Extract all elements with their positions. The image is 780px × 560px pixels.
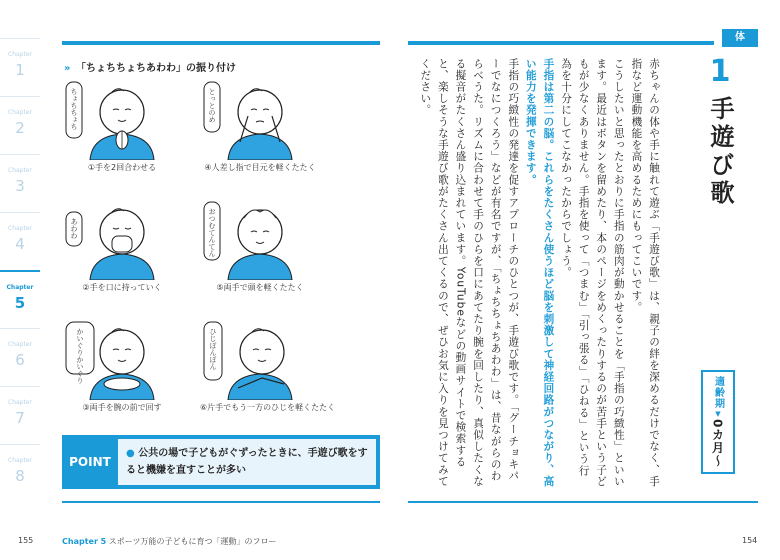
chapter-tab-4[interactable] xyxy=(0,212,40,270)
body-paragraph: 赤ちゃんの体や手に触れて遊ぶ「手遊び歌」は、親子の絆を深めるだけでなく、手指など運動機能を高めるためにもってこいです。 xyxy=(630,58,660,488)
bubble-text: あわわ xyxy=(70,218,78,239)
chapter-number: 4 xyxy=(15,235,25,253)
bottom-rule-right xyxy=(408,501,758,503)
chapter-label: Chapter xyxy=(6,284,34,291)
highlight-text: 手指は第二の脳。これらをたくさん使うほど脳を刺激して神経回路がつながり、高い能力を発揮できます。 xyxy=(524,58,555,488)
baby-illustration-1 xyxy=(62,78,182,160)
chapter-label: Chapter xyxy=(8,51,32,58)
bubble-text: かいぐりかいぐり xyxy=(76,328,84,384)
figure-1 xyxy=(62,78,182,173)
bullet-icon: ● xyxy=(126,448,135,459)
top-rule-left xyxy=(62,41,380,45)
bubble-text: とっとのめ xyxy=(208,88,216,123)
chapter-label: Chapter xyxy=(8,225,32,232)
chapter-number: 3 xyxy=(15,177,25,195)
point-text: 公共の場で子どもがぐずったときに、手遊び歌をすると機嫌を直すことが多い xyxy=(126,448,368,476)
figure-3 xyxy=(62,318,182,413)
item-number: 1 xyxy=(709,54,731,89)
figure-caption: ①手を2回合わせる xyxy=(87,163,157,172)
footer-chapter-title: スポーツ万能の子どもに育つ「運動」のフロー xyxy=(108,537,277,546)
figure-5 xyxy=(200,198,320,293)
chapter-number: 6 xyxy=(15,351,25,369)
chapter-number: 1 xyxy=(15,61,25,79)
body-text xyxy=(419,58,662,488)
chapter-label: Chapter xyxy=(8,399,32,406)
page-title: 手遊び歌 xyxy=(706,96,734,208)
figure-caption: ②手を口に持っていく xyxy=(82,283,162,292)
section-title: 「ちょちちょちあわわ」の振り付け xyxy=(75,63,236,74)
figure-caption: ④人差し指で目元を軽くたたく xyxy=(204,163,316,172)
chapter-number: 2 xyxy=(15,119,25,137)
chapter-sidebar xyxy=(0,38,40,502)
figure-caption: ⑥片手でもう一方のひじを軽くたたく xyxy=(200,403,336,412)
age-label: 適齢期 xyxy=(712,376,724,409)
point-box xyxy=(62,435,380,489)
chapter-label: Chapter xyxy=(8,457,32,464)
top-rule-right xyxy=(408,41,714,45)
figure-caption: ③両手を腕の前で回す xyxy=(82,403,162,412)
chapter-number: 5 xyxy=(14,294,26,312)
chapter-tab-3[interactable] xyxy=(0,154,40,212)
chapter-tab-1[interactable] xyxy=(0,38,40,96)
chapter-tab-8[interactable] xyxy=(0,444,40,502)
category-tag: 体 xyxy=(722,29,758,47)
figure-caption: ⑤両手で頭を軽くたたく xyxy=(216,283,304,292)
bubble-text: ひじぽんぽん xyxy=(209,328,217,370)
figure-2 xyxy=(62,198,182,293)
figure-6 xyxy=(200,318,336,413)
chapter-tab-2[interactable] xyxy=(0,96,40,154)
right-page-number: 154 xyxy=(742,536,758,545)
bubble-text: ちょちちょち xyxy=(70,88,78,130)
chapter-label: Chapter xyxy=(8,167,32,174)
age-box xyxy=(701,370,735,474)
point-text-container xyxy=(118,439,376,485)
body-paragraph: こうしたいと思ったとおりに手指の筋肉が動かせることを「手指の巧緻性」といいます。最近はボタンを留めたり、本のページをめくったりするのが苦手という子どもが少なくありません。手指を使って「つまむ」「引っ張る」「ひねる」という行為を十分にしてこなかったからでしょう。 xyxy=(560,58,625,488)
running-footer xyxy=(62,536,276,547)
left-page-number: 155 xyxy=(18,536,34,545)
down-triangle-icon: ▼ xyxy=(715,410,721,418)
chapter-number: 7 xyxy=(15,409,25,427)
baby-illustration-4 xyxy=(200,78,320,160)
body-paragraph: 手指の巧緻性の発達を促すアプローチのひとつが、手遊び歌です。「グーチョキパーでなにつくろう」などが有名ですが、「ちょちちょちあわわ」は、昔ながらのわらべうた。リズムに合わせて手のひらを口にあてたり腕を回したり、真似したくなる擬音がたくさん盛り込まれています。YouTubeなどの動画サイトで検索すると、楽しそうな手遊び歌がたくさん出てくるので、ぜひお気に入りを見つけてみてください。 xyxy=(419,58,520,488)
chapter-tab-6[interactable] xyxy=(0,328,40,386)
bottom-rule-left xyxy=(62,501,380,503)
figure-4 xyxy=(200,78,320,173)
baby-illustration-3 xyxy=(62,318,182,400)
point-label: POINT xyxy=(69,455,111,469)
chapter-tab-5-active[interactable] xyxy=(0,270,40,328)
baby-illustration-6 xyxy=(200,318,320,400)
age-value: 0カ月～ xyxy=(710,419,725,468)
footer-chapter: Chapter 5 xyxy=(62,537,107,546)
baby-illustration-2 xyxy=(62,198,182,280)
baby-illustration-5 xyxy=(200,198,320,280)
bubble-text: おつむてんてん xyxy=(208,208,216,257)
chapter-label: Chapter xyxy=(8,341,32,348)
chapter-tab-7[interactable] xyxy=(0,386,40,444)
section-heading xyxy=(64,59,236,74)
chapter-label: Chapter xyxy=(8,109,32,116)
double-chevron-icon: » xyxy=(64,63,71,74)
chapter-number: 8 xyxy=(15,467,25,485)
